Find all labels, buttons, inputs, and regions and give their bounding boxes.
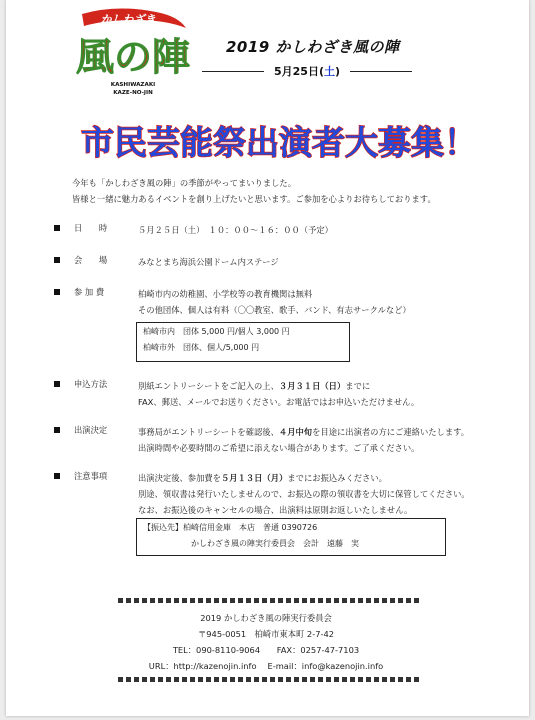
dotted-border-square bbox=[358, 677, 363, 682]
bullet-square-icon bbox=[54, 225, 60, 231]
logo-script-text: かしわざき bbox=[100, 13, 156, 26]
dotted-border-square bbox=[158, 677, 163, 682]
dotted-border-square bbox=[302, 677, 307, 682]
detail-apply-label: 申込方法 bbox=[74, 379, 108, 389]
dotted-border-square bbox=[142, 677, 147, 682]
dotted-border-square bbox=[198, 677, 203, 682]
dotted-border-square bbox=[326, 598, 331, 603]
footer-contact bbox=[116, 610, 416, 674]
footer-org: 2019 かしわざき風の陣実行委員会 bbox=[200, 613, 332, 623]
event-date-prefix: 5月25日( bbox=[274, 65, 324, 78]
fee-line2: その他団体、個人は有料（〇〇教室、歌手、バンド、有志サークルなど） bbox=[138, 305, 411, 315]
dotted-border-square bbox=[398, 598, 403, 603]
intro-line2: 皆様と一緒に魅力あるイベントを創り上げたいと思います。ご参加を心よりお待ちしております。 bbox=[72, 194, 436, 204]
dotted-border-square bbox=[214, 598, 219, 603]
transfer-line1: 【振込先】柏崎信用金庫 本店 普通 0390726 bbox=[143, 523, 318, 532]
logo-main-text: 風の陣 bbox=[76, 34, 191, 79]
detail-venue-value: みなとまち海浜公園ドーム内ステージ bbox=[138, 257, 279, 267]
dotted-border-square bbox=[166, 677, 171, 682]
dotted-border-square bbox=[126, 677, 131, 682]
dotted-border-square bbox=[254, 598, 259, 603]
dotted-border-square bbox=[182, 677, 187, 682]
detail-decision-value bbox=[138, 424, 469, 456]
dotted-border-square bbox=[238, 598, 243, 603]
notes-line3: なお、お振込後のキャンセルの場合、出演料は原則お返しいたしません。 bbox=[138, 505, 413, 515]
dotted-border-square bbox=[246, 598, 251, 603]
dotted-border-square bbox=[326, 677, 331, 682]
dotted-border-square bbox=[278, 677, 283, 682]
dotted-border-square bbox=[206, 677, 211, 682]
event-title: 2019 かしわざき風の陣 bbox=[226, 38, 400, 56]
dotted-border-square bbox=[286, 677, 291, 682]
dotted-border-square bbox=[318, 598, 323, 603]
dotted-border-square bbox=[246, 677, 251, 682]
bullet-square-icon bbox=[54, 473, 60, 479]
dotted-border-square bbox=[366, 677, 371, 682]
dotted-border-square bbox=[214, 677, 219, 682]
dotted-border-square bbox=[406, 598, 411, 603]
detail-date-label: 日 時 bbox=[74, 223, 108, 233]
dotted-border-square bbox=[222, 677, 227, 682]
event-date-suffix: ) bbox=[335, 65, 341, 78]
bullet-square-icon bbox=[54, 427, 60, 433]
headline-text: 市民芸能祭出演者大募集！ bbox=[81, 123, 477, 162]
dotted-border-square bbox=[174, 598, 179, 603]
fee-box-line2: 柏崎市外 団体、個人/5,000 円 bbox=[143, 343, 260, 352]
dotted-border-square bbox=[150, 598, 155, 603]
dotted-border-square bbox=[318, 677, 323, 682]
dotted-border-square bbox=[310, 677, 315, 682]
dotted-border-square bbox=[230, 598, 235, 603]
detail-fee-label: 参 加 費 bbox=[74, 287, 105, 297]
dotted-border-square bbox=[134, 677, 139, 682]
decision-line2: 出演時間や必要時間のご希望に添えない場合があります。ご了承ください。 bbox=[138, 443, 420, 453]
dotted-border-square bbox=[294, 598, 299, 603]
dotted-border-square bbox=[414, 677, 419, 682]
dotted-border-square bbox=[334, 677, 339, 682]
dotted-border-square bbox=[150, 677, 155, 682]
headline bbox=[76, 108, 486, 168]
dotted-border-square bbox=[182, 598, 187, 603]
decision-line1: 事務局がエントリーシートを確認後、４月中旬を目途に出演者の方にご連絡いたします。 bbox=[138, 427, 470, 437]
dotted-border-square bbox=[206, 598, 211, 603]
footer-phone: TEL：090-8110-9064 FAX：0257-47-7103 bbox=[172, 645, 360, 655]
footer-address: 〒945-0051 柏崎市東本町 2-7-42 bbox=[197, 629, 335, 639]
dotted-border-square bbox=[366, 598, 371, 603]
detail-fee-value bbox=[138, 286, 411, 318]
dotted-border-square bbox=[390, 677, 395, 682]
dotted-border-square bbox=[302, 598, 307, 603]
apply-deadline: ３月３１日（日） bbox=[278, 381, 346, 391]
dotted-border-square bbox=[414, 598, 419, 603]
dotted-border-square bbox=[374, 598, 379, 603]
dotted-border-square bbox=[238, 677, 243, 682]
dotted-border-square bbox=[278, 598, 283, 603]
dotted-border-square bbox=[294, 677, 299, 682]
dotted-border-square bbox=[190, 677, 195, 682]
dotted-border-square bbox=[382, 677, 387, 682]
dotted-border-square bbox=[126, 598, 131, 603]
fee-box bbox=[136, 322, 350, 362]
apply-line2: FAX、郵送、メールでお送りください。お電話ではお申込いただけません。 bbox=[138, 397, 420, 407]
transfer-line2: かしわざき風の陣実行委員会 会計 遠藤 実 bbox=[191, 539, 359, 548]
dotted-border-square bbox=[262, 677, 267, 682]
dotted-border-square bbox=[158, 598, 163, 603]
dotted-border-square bbox=[374, 677, 379, 682]
date-rule-right bbox=[350, 71, 412, 72]
dotted-border-square bbox=[270, 598, 275, 603]
notes-line2: 別途、領収書は発行いたしませんので、お振込の際の領収書を大切に保管してください。 bbox=[138, 489, 470, 499]
dotted-border-square bbox=[118, 677, 123, 682]
dotted-border-square bbox=[406, 677, 411, 682]
notes-deadline: ５月１３日（月） bbox=[220, 473, 288, 483]
detail-venue-label: 会 場 bbox=[74, 255, 108, 265]
dotted-border-square bbox=[166, 598, 171, 603]
event-date-day: 土 bbox=[324, 65, 335, 78]
kaze-no-jin-logo bbox=[76, 6, 191, 100]
date-rule-left bbox=[202, 71, 264, 72]
dotted-border-square bbox=[262, 598, 267, 603]
dotted-border-square bbox=[342, 598, 347, 603]
event-date-line bbox=[202, 63, 412, 79]
decision-timing: ４月中旬 bbox=[278, 427, 313, 437]
dotted-border-square bbox=[142, 598, 147, 603]
dotted-border-square bbox=[190, 598, 195, 603]
dotted-border-square bbox=[390, 598, 395, 603]
intro-text bbox=[72, 175, 436, 207]
dotted-border-square bbox=[230, 677, 235, 682]
dotted-border-square bbox=[118, 598, 123, 603]
detail-apply-value bbox=[138, 378, 419, 410]
dotted-border-square bbox=[358, 598, 363, 603]
dotted-border-square bbox=[350, 677, 355, 682]
dotted-border-square bbox=[342, 677, 347, 682]
notes-line1: 出演決定後、参加費を５月１３日（月）までにお振込みください。 bbox=[138, 473, 387, 483]
dotted-border-square bbox=[222, 598, 227, 603]
dotted-border-square bbox=[350, 598, 355, 603]
fee-box-line1: 柏崎市内 団体 5,000 円/個人 3,000 円 bbox=[143, 327, 290, 336]
bullet-square-icon bbox=[54, 381, 60, 387]
detail-decision-label: 出演決定 bbox=[74, 425, 108, 435]
detail-notes-value bbox=[138, 470, 470, 518]
dotted-border-square bbox=[310, 598, 315, 603]
flyer-page bbox=[6, 0, 529, 716]
logo-roman-line2: KAZE-NO-JIN bbox=[113, 90, 153, 96]
dotted-border-square bbox=[382, 598, 387, 603]
dotted-border-square bbox=[270, 677, 275, 682]
footer-dotted-border-top bbox=[118, 597, 420, 605]
detail-date-value: ５月２５日（土） １０：００～１６：００（予定） bbox=[138, 225, 333, 235]
transfer-box bbox=[136, 518, 446, 556]
dotted-border-square bbox=[174, 677, 179, 682]
footer-dotted-border-bottom bbox=[118, 676, 420, 684]
dotted-border-square bbox=[286, 598, 291, 603]
footer-web: URL：http://kazenojin.info E-mail：info@kazenojin.info bbox=[148, 661, 384, 671]
intro-line1: 今年も「かしわざき風の陣」の季節がやってまいりました。 bbox=[72, 178, 297, 188]
dotted-border-square bbox=[334, 598, 339, 603]
dotted-border-square bbox=[134, 598, 139, 603]
detail-notes-label: 注意事項 bbox=[74, 471, 108, 481]
fee-line1: 柏崎市内の幼稚園、小学校等の教育機関は無料 bbox=[138, 289, 313, 299]
logo-roman-line1: KASHIWAZAKI bbox=[110, 82, 156, 88]
apply-line1: 別紙エントリーシートをご記入の上、３月３１日（日）までに bbox=[138, 381, 371, 391]
event-date bbox=[274, 63, 340, 79]
dotted-border-square bbox=[254, 677, 259, 682]
dotted-border-square bbox=[198, 598, 203, 603]
dotted-border-square bbox=[398, 677, 403, 682]
bullet-square-icon bbox=[54, 289, 60, 295]
bullet-square-icon bbox=[54, 257, 60, 263]
